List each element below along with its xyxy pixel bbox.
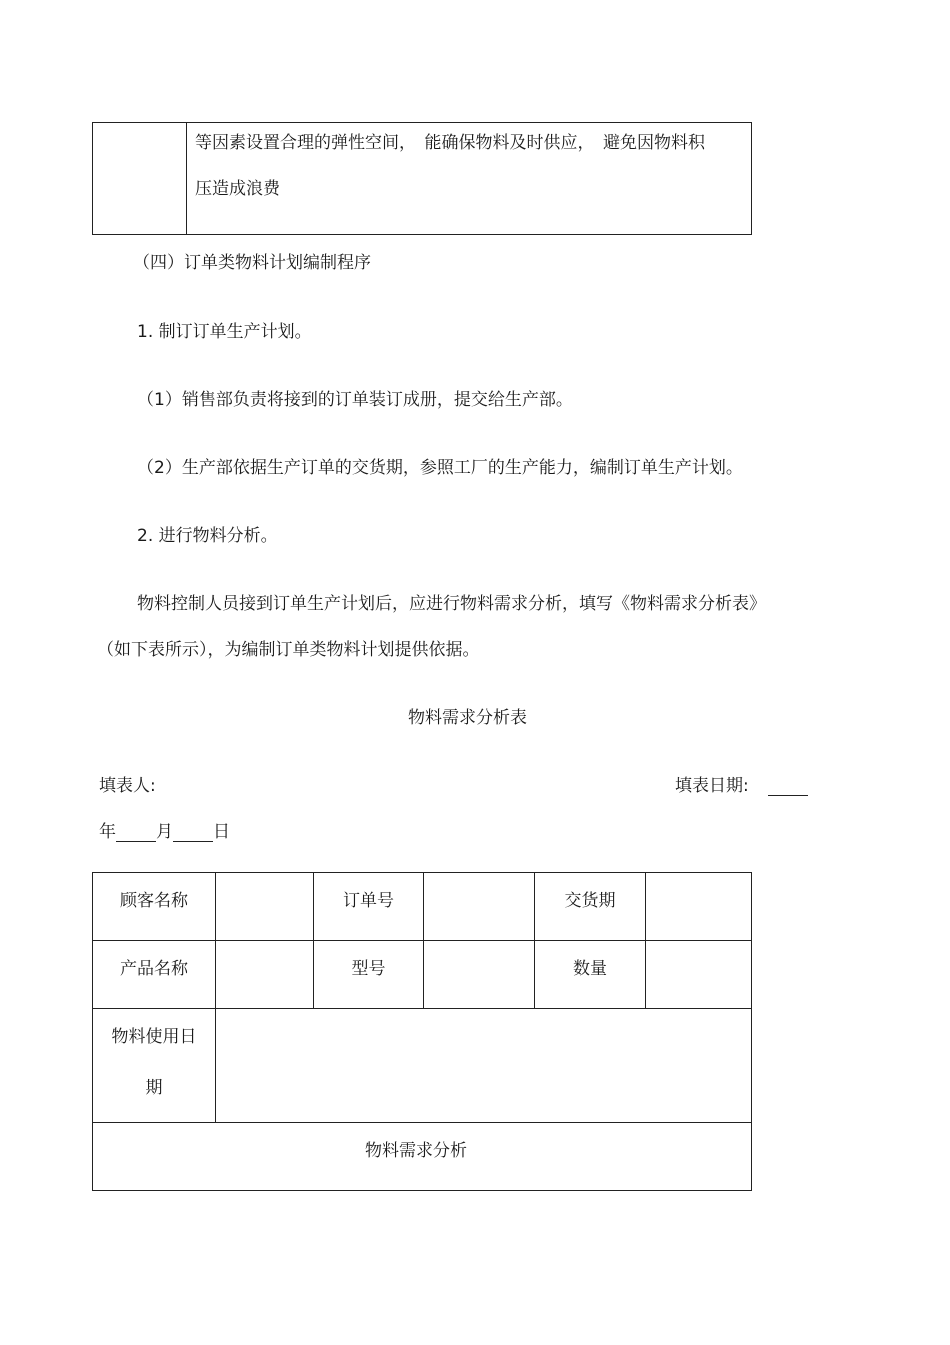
top-table-line2: 压造成浪费 xyxy=(195,179,280,199)
step-1: 1. 制订订单生产计划。 xyxy=(137,322,312,342)
date-label: 填表日期: xyxy=(675,776,749,796)
date-blank-day xyxy=(173,823,213,842)
customer-name-label: 顾客名称 xyxy=(93,873,216,941)
date-month: 月 xyxy=(156,822,173,842)
top-table-empty-cell xyxy=(93,123,187,235)
usage-date-value[interactable] xyxy=(216,1009,752,1123)
table-row xyxy=(93,873,752,941)
section-heading: （四）订单类物料计划编制程序 xyxy=(133,253,371,273)
date-blank-month xyxy=(116,823,156,842)
paragraph-line-2: （如下表所示），为编制订单类物料计划提供依据。 xyxy=(97,640,480,660)
table-row xyxy=(93,1123,752,1191)
order-no-value[interactable] xyxy=(424,873,535,941)
quantity-label: 数量 xyxy=(535,941,646,1009)
date-day: 日 xyxy=(213,822,230,842)
product-name-label: 产品名称 xyxy=(93,941,216,1009)
date-row xyxy=(99,817,230,842)
model-value[interactable] xyxy=(424,941,535,1009)
usage-date-label: 物料使用日 期 xyxy=(93,1009,216,1123)
delivery-date-value[interactable] xyxy=(646,873,752,941)
order-no-label: 订单号 xyxy=(314,873,424,941)
filler-label: 填表人: xyxy=(99,776,156,796)
customer-name-value[interactable] xyxy=(216,873,314,941)
demand-table xyxy=(92,872,752,1191)
top-table xyxy=(92,122,752,235)
quantity-value[interactable] xyxy=(646,941,752,1009)
step-1-b: （2）生产部依据生产订单的交货期，参照工厂的生产能力，编制订单生产计划。 xyxy=(137,458,743,478)
product-name-value[interactable] xyxy=(216,941,314,1009)
date-blank-year xyxy=(768,777,808,796)
step-2: 2. 进行物料分析。 xyxy=(137,526,278,546)
delivery-date-label: 交货期 xyxy=(535,873,646,941)
demand-analysis-label: 物料需求分析 xyxy=(365,1141,467,1161)
top-table-text-cell xyxy=(187,123,752,235)
date-year: 年 xyxy=(99,822,116,842)
table-row xyxy=(93,1009,752,1123)
table-row xyxy=(93,941,752,1009)
model-label: 型号 xyxy=(314,941,424,1009)
step-1-a: （1）销售部负责将接到的订单装订成册，提交给生产部。 xyxy=(137,390,573,410)
form-title: 物料需求分析表 xyxy=(408,708,527,728)
top-table-line1: 等因素设置合理的弹性空间， 能确保物料及时供应， 避免因物料积 xyxy=(195,133,705,153)
date-label-row xyxy=(675,771,808,796)
paragraph-line-1: 物料控制人员接到订单生产计划后，应进行物料需求分析，填写《物料需求分析表》 xyxy=(137,594,766,614)
demand-analysis-cell xyxy=(93,1123,752,1191)
